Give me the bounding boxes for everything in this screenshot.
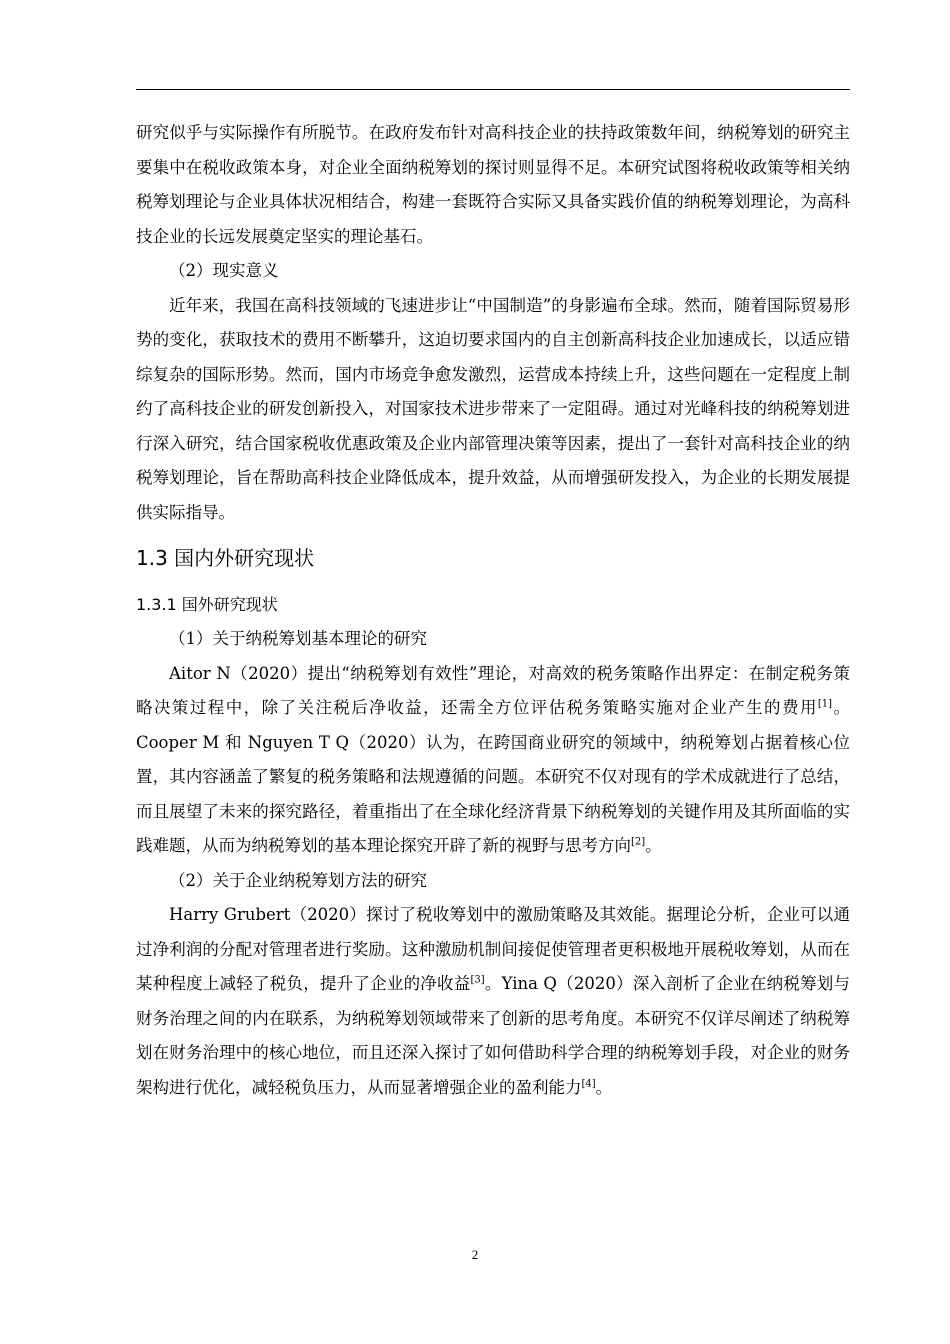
- paragraph-practical-significance: 近年来，我国在高科技领域的飞速进步让“中国制造”的身影遍布全球。然而，随着国际贸易形势的变化，获取技术的费用不断攀升，这迫切要求国内的自主创新高科技企业加速成长，以适应错综复杂的国际形势。然而，国内市场竞争愈发激烈，运营成本持续上升，这些问题在一定程度上制约了高科技企业的研发创新投入，对国家技术进步带来了一定阻碍。通过对光峰科技的纳税筹划进行深入研究，结合国家税收优惠政策及企业内部管理决策等因素，提出了一套针对高科技企业的纳税筹划理论，旨在帮助高科技企业降低成本，提升效益，从而增强研发投入，为企业的长期发展提供实际指导。: [136, 295, 850, 522]
- page-number: 2: [471, 1247, 479, 1262]
- paragraph-text: Aitor N（2020）提出“纳税筹划有效性”理论，对高效的税务策略作出界定：在制定税务策略决策过程中，除了关注税后净收益，还需全方位评估税务策略实施对企业产生的费用: [136, 663, 850, 717]
- citation-ref-4: [4]: [581, 1078, 596, 1089]
- paragraph-basic-theory: [136, 657, 850, 864]
- list-item-practical-significance: （2）现实意义: [169, 261, 279, 280]
- list-item-methods: （2）关于企业纳税筹划方法的研究: [169, 870, 427, 890]
- page-content: [136, 116, 850, 1105]
- citation-ref-3: [3]: [470, 974, 485, 986]
- subsection-heading: 1.3.1 国外研究现状: [136, 595, 278, 614]
- paragraph-text: 。Cooper M 和 Nguyen T Q（2020）认为，在跨国商业研究的领域中，纳税筹划占据着核心位置，其内容涵盖了繁复的税务策略和法规遵循的问题。本研究不仅对现有的学术成就进行了总结，而且展望了未来的探究路径，着重指出了在全球化经济背景下纳税筹划的关键作用及其所面临的实践难题，从而为纳税筹划的基本理论探究开辟了新的视野与思考方向: [136, 698, 851, 855]
- citation-ref-2: [2]: [631, 836, 646, 848]
- paragraph-theoretical-significance-continued: 研究似乎与实际操作有所脱节。在政府发布针对高科技企业的扶持政策数年间，纳税筹划的研究主要集中在税收政策本身，对企业全面纳税筹划的探讨则显得不足。本研究试图将税收政策等相关纳税筹划理论与企业具体状况相结合，构建一套既符合实际又具备实践价值的纳税筹划理论，为高科技企业的长远发展奠定坚实的理论基石。: [136, 123, 850, 246]
- paragraph-text: Harry Grubert（2020）探讨了税收筹划中的激励策略及其效能。据理论分析，企业可以通过净利润的分配对管理者进行奖励。这种激励机制间接促使管理者更积极地开展税收筹划，从而在某种程度上减轻了税负，提升了企业的净收益: [136, 905, 850, 993]
- header-rule: [136, 89, 850, 90]
- paragraph-text: 。Yina Q（2020）深入剖析了企业在纳税筹划与财务治理之间的内在联系，为纳税筹划领域带来了创新的思考角度。本研究不仅详尽阐述了纳税筹划在财务治理中的核心地位，而且还深入探讨了如何借助科学合理的纳税筹划手段，对企业的财务架构进行优化，减轻税负压力，从而显著增强企业的盈利能力: [136, 974, 851, 1097]
- section-heading: 1.3 国内外研究现状: [136, 546, 315, 570]
- paragraph-text: 。: [645, 836, 662, 855]
- list-item-basic-theory: （1）关于纳税筹划基本理论的研究: [169, 629, 427, 648]
- citation-ref-1: [1]: [817, 698, 833, 710]
- paragraph-text: 。: [595, 1077, 613, 1097]
- paragraph-methods: [136, 898, 850, 1105]
